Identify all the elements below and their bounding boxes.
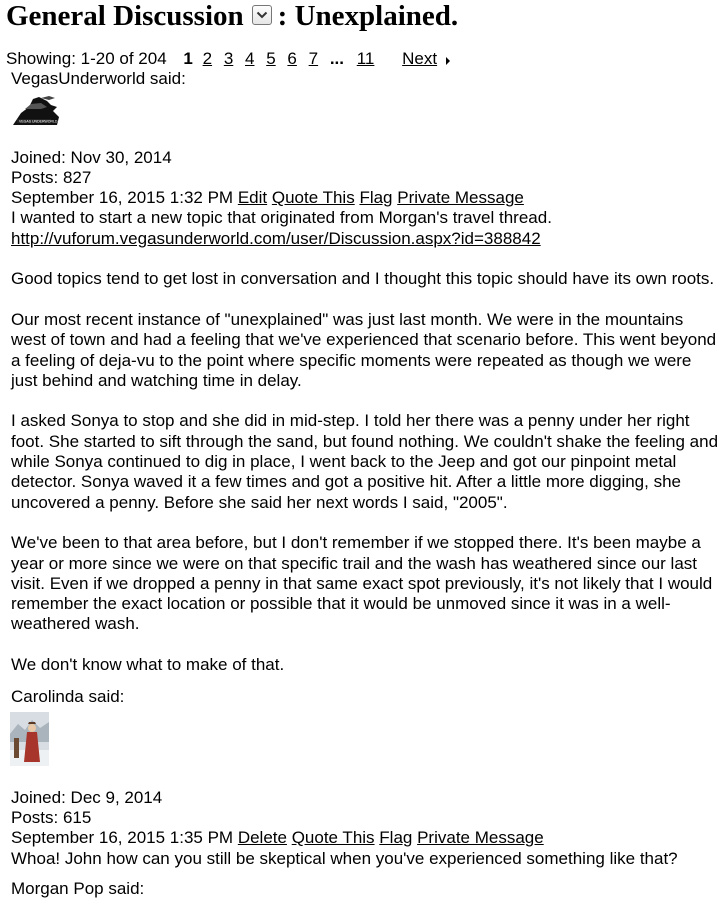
pagination [6, 49, 720, 69]
page-link-7[interactable]: 7 [308, 49, 319, 68]
post-count: Posts: 615 [11, 807, 92, 827]
post-author: VegasUnderworld said: [11, 69, 186, 89]
post-paragraph: I asked Sonya to stop and she did in mid-step. I told her there was a penny under her right foot. She started to sift through the sand, but found nothing. We couldn't shake the feeling and while Sonya continued to dig in place, I went back to the Jeep and got our pinpoint metal detector. Sonya waved it a few times and got a positive hit. After a little more digging, she uncovered a penny. Before she said her next words I said, "2005". [11, 411, 719, 512]
forum-dropdown-button[interactable] [252, 5, 272, 25]
post-meta [11, 188, 720, 208]
flag-link[interactable]: Flag [379, 828, 413, 848]
flag-link[interactable]: Flag [359, 188, 393, 208]
post-paragraph: We've been to that area before, but I don't remember if we stopped there. It's been maybe a year or more since we were on that specific trail and the wash has weathered since our last visit. Even if we dropped a penny in that same exact spot previously, it's not likely that I would remember the exact location or possible that it would be unmoved since it was in a well-weathered wash. [11, 533, 713, 634]
page-link-3[interactable]: 3 [223, 49, 234, 68]
svg-text:VEGAS UNDERWORLD: VEGAS UNDERWORLD [19, 119, 58, 124]
post-paragraph: Our most recent instance of "unexplained" was just last month. We were in the mountains west of town and had a feeling that we've experienced that scenario before. This went beyond a feeling of deja-vu to the point where specific moments were repeated as though we were just behind and watching time in delay. [11, 309, 717, 390]
post-timestamp: September 16, 2015 1:32 PM [11, 188, 234, 208]
joined-date: Joined: Nov 30, 2014 [11, 147, 172, 167]
current-page: 1 [183, 49, 193, 68]
page-link-2[interactable]: 2 [202, 49, 213, 68]
page-link-11[interactable]: 11 [356, 49, 375, 68]
forum-name: General Discussion [6, 0, 244, 32]
delete-link[interactable]: Delete [237, 828, 287, 848]
post [6, 69, 720, 675]
post [6, 879, 720, 899]
post-author: Morgan Pop said: [11, 878, 145, 898]
chevron-down-icon [256, 11, 268, 19]
post-meta [11, 828, 720, 848]
joined-date: Joined: Dec 9, 2014 [11, 787, 163, 807]
avatar[interactable] [11, 95, 61, 127]
page-link-5[interactable]: 5 [266, 49, 276, 68]
post-paragraph: I wanted to start a new topic that originated from Morgan's travel thread. [11, 208, 552, 228]
topic-title: : Unexplained. [277, 0, 459, 32]
post-paragraph: We don't know what to make of that. [11, 655, 285, 675]
quote-link[interactable]: Quote This [291, 828, 375, 848]
post-count: Posts: 827 [11, 167, 92, 187]
quote-link[interactable]: Quote This [271, 188, 355, 208]
next-arrow-icon [446, 57, 450, 65]
private-message-link[interactable]: Private Message [397, 188, 524, 208]
showing-count: Showing: 1-20 of 204 [6, 49, 167, 68]
next-page-link[interactable]: Next [402, 49, 438, 68]
page-title [6, 0, 720, 32]
post [6, 687, 720, 868]
post-author: Carolinda said: [11, 687, 125, 707]
private-message-link[interactable]: Private Message [417, 828, 544, 848]
post-timestamp: September 16, 2015 1:35 PM [11, 828, 234, 848]
post-paragraph: Good topics tend to get lost in conversation and I thought this topic should have its own roots. [11, 269, 715, 289]
page-link-4[interactable]: 4 [245, 49, 255, 68]
thread-link[interactable]: http://vuforum.vegasunderworld.com/user/Discussion.aspx?id=388842 [11, 228, 541, 248]
post-body [11, 208, 720, 675]
edit-link[interactable]: Edit [237, 188, 268, 208]
pagination-ellipsis: ... [329, 49, 344, 68]
page-link-6[interactable]: 6 [287, 49, 297, 68]
avatar[interactable] [10, 712, 49, 766]
post-body: Whoa! John how can you still be skeptical when you've experienced something like that? [11, 848, 678, 868]
